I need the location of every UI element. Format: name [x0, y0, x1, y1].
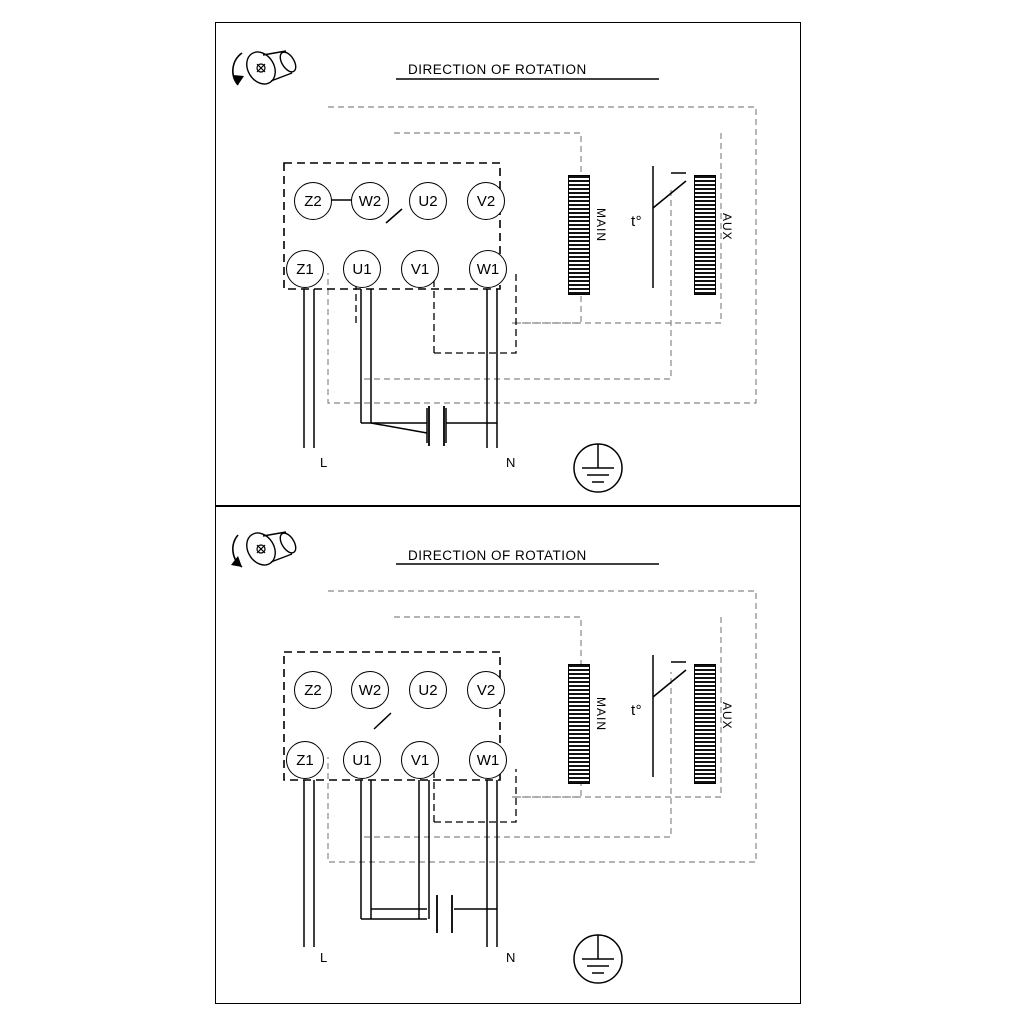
motor-shaft-cw-icon [231, 528, 299, 571]
thermal-switch-label: t° [631, 702, 642, 719]
coil-main-label: MAIN [594, 208, 608, 242]
capacitor-icon [437, 895, 452, 933]
supply-line-label: L [320, 950, 328, 965]
rotation-title: DIRECTION OF ROTATION [408, 62, 587, 77]
terminal-z1[interactable]: Z1 [286, 250, 324, 288]
dashed-wiring-inner [434, 769, 516, 822]
coil-aux [694, 175, 716, 295]
terminal-v2[interactable]: V2 [467, 671, 505, 709]
supply-neutral-label: N [506, 455, 516, 470]
coil-aux-label: AUX [720, 213, 734, 241]
terminal-u1[interactable]: U1 [343, 741, 381, 779]
supply-line-label: L [320, 455, 328, 470]
terminal-w1[interactable]: W1 [469, 741, 507, 779]
earth-ground-icon [574, 935, 622, 983]
wiring-panel-bottom [215, 506, 801, 1004]
coil-aux-label: AUX [720, 702, 734, 730]
terminal-u2[interactable]: U2 [409, 671, 447, 709]
terminal-w2[interactable]: W2 [351, 671, 389, 709]
coil-main-label: MAIN [594, 697, 608, 731]
thermal-switch-label: t° [631, 213, 642, 230]
earth-ground-icon [574, 444, 622, 492]
terminal-z1[interactable]: Z1 [286, 741, 324, 779]
terminal-v2[interactable]: V2 [467, 182, 505, 220]
terminal-z2[interactable]: Z2 [294, 182, 332, 220]
terminal-z2[interactable]: Z2 [294, 671, 332, 709]
terminal-u2[interactable]: U2 [409, 182, 447, 220]
terminal-v1[interactable]: V1 [401, 250, 439, 288]
wiring-panel-top [215, 22, 801, 506]
terminal-u1[interactable]: U1 [343, 250, 381, 288]
capacitor-icon [429, 406, 444, 446]
terminal-w1[interactable]: W1 [469, 250, 507, 288]
solid-wiring [304, 713, 497, 947]
terminal-w2[interactable]: W2 [351, 182, 389, 220]
thermal-switch-symbol [653, 655, 686, 777]
coil-main [568, 664, 590, 784]
dashed-wiring-outer [328, 591, 756, 862]
dashed-wiring-outer [328, 107, 756, 403]
motor-shaft-ccw-icon [233, 47, 299, 90]
coil-main [568, 175, 590, 295]
solid-wiring [304, 200, 497, 448]
thermal-switch-symbol [653, 166, 686, 288]
coil-aux [694, 664, 716, 784]
rotation-title: DIRECTION OF ROTATION [408, 548, 587, 563]
supply-neutral-label: N [506, 950, 516, 965]
terminal-v1[interactable]: V1 [401, 741, 439, 779]
